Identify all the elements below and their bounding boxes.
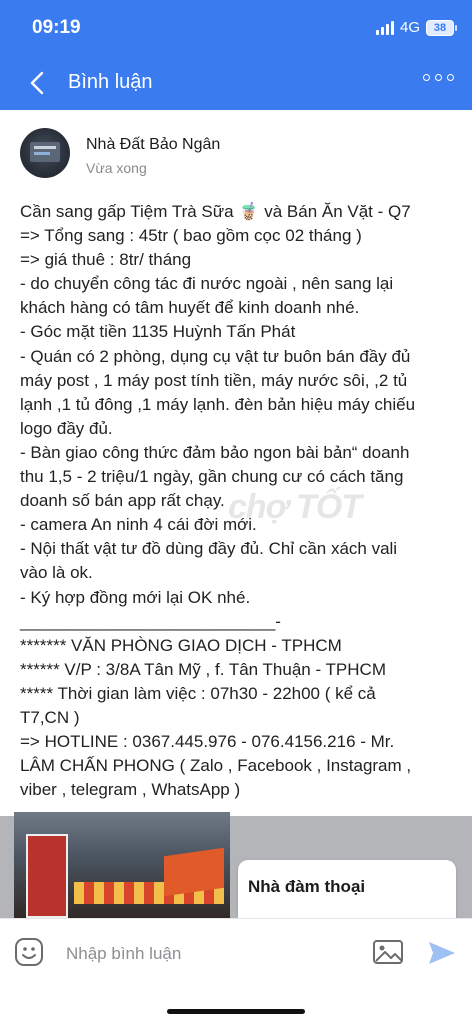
status-time: 09:19 bbox=[32, 17, 81, 38]
more-options-button[interactable] bbox=[423, 74, 454, 81]
post-line: viber , telegram , WhatsApp ) bbox=[20, 780, 241, 800]
post-line: ****** V/P : 3/8A Tân Mỹ , f. Tân Thuận - TPHCM bbox=[20, 659, 386, 679]
post-timestamp: Vừa xong bbox=[86, 160, 147, 176]
post-line: => HOTLINE : 0367.445.976 - 076.4156.216 - Mr. bbox=[20, 732, 395, 752]
status-indicators bbox=[376, 19, 454, 36]
post-line: Cần sang gấp Tiệm Trà Sữa 🧋 và Bán Ăn Vặt - Q7 bbox=[20, 202, 411, 221]
attach-image-button[interactable] bbox=[372, 937, 406, 967]
signal-icon bbox=[376, 21, 394, 35]
post-line: - Quán có 2 phòng, dụng cụ vật tư buôn bán đầy đủ bbox=[20, 346, 411, 366]
post-line: vào là ok. bbox=[20, 563, 93, 583]
media-card-title: Nhà đàm thoại bbox=[248, 877, 366, 896]
back-arrow-icon bbox=[24, 68, 52, 98]
post-line: - camera An ninh 4 cái đời mới. bbox=[20, 515, 257, 535]
post-line: T7,CN ) bbox=[20, 707, 80, 727]
post-line: - Góc mặt tiền 1135 Huỳnh Tấn Phát bbox=[20, 322, 296, 342]
more-dots-icon bbox=[423, 74, 430, 81]
post-line: lạnh ,1 tủ đông ,1 máy lạnh. đèn bản hiệu máy chiếu bbox=[20, 394, 416, 414]
post-divider-line: ___________________________- bbox=[20, 611, 281, 631]
comment-composer bbox=[0, 918, 472, 1025]
post-line: LÂM CHẤN PHONG ( Zalo , Facebook , Instagram , bbox=[20, 756, 412, 776]
emoji-button[interactable] bbox=[14, 937, 44, 967]
watermark-logo: chợ TỐT bbox=[228, 488, 361, 526]
post-line: ***** Thời gian làm việc : 07h30 - 22h00 ( kể cả bbox=[20, 683, 376, 703]
battery-level: 38 bbox=[433, 21, 447, 34]
send-icon bbox=[426, 938, 458, 968]
home-indicator bbox=[167, 1009, 305, 1014]
author-name[interactable]: Nhà Đất Bảo Ngân bbox=[86, 136, 221, 153]
post-image[interactable] bbox=[14, 812, 230, 924]
post-line: máy post , 1 máy post tính tiền, máy nước sôi, ,2 tủ bbox=[20, 370, 408, 390]
post-line: logo đầy đủ. bbox=[20, 418, 113, 438]
emoji-icon bbox=[14, 937, 44, 967]
avatar[interactable] bbox=[20, 128, 70, 178]
post-header bbox=[20, 128, 460, 188]
post-line: thu 1,5 - 2 triệu/1 ngày, gần chung cư có cách tăng bbox=[20, 467, 404, 487]
post-line: - Ký hợp đồng mới lại OK nhé. bbox=[20, 587, 251, 607]
post-line: - Nội thất vật tư đồ dùng đầy đủ. Chỉ cần xách vali bbox=[20, 539, 398, 559]
post-line: khách hàng có tâm huyết để kinh doanh nhé. bbox=[20, 298, 360, 318]
post-line: ******* VĂN PHÒNG GIAO DỊCH - TPHCM bbox=[20, 635, 342, 655]
network-label: 4G bbox=[399, 19, 420, 36]
post-line: doanh số bán app rất chạy. bbox=[20, 491, 225, 511]
post-line: - do chuyển công tác đi nước ngoài , nên sang lại bbox=[20, 274, 394, 294]
send-button[interactable] bbox=[426, 938, 458, 968]
page-title: Bình luận bbox=[68, 71, 153, 93]
post-line: => Tổng sang : 45tr ( bao gồm cọc 02 tháng ) bbox=[20, 226, 362, 246]
post-line: - Bàn giao công thức đảm bảo ngon bài bản“ doanh bbox=[20, 442, 410, 462]
image-icon bbox=[372, 937, 406, 967]
battery-icon bbox=[426, 20, 454, 36]
header-bar bbox=[0, 0, 472, 110]
back-button[interactable] bbox=[24, 68, 52, 98]
post-line: => giá thuê : 8tr/ tháng bbox=[20, 250, 192, 270]
post-content bbox=[20, 200, 460, 802]
comment-input[interactable] bbox=[64, 939, 358, 969]
